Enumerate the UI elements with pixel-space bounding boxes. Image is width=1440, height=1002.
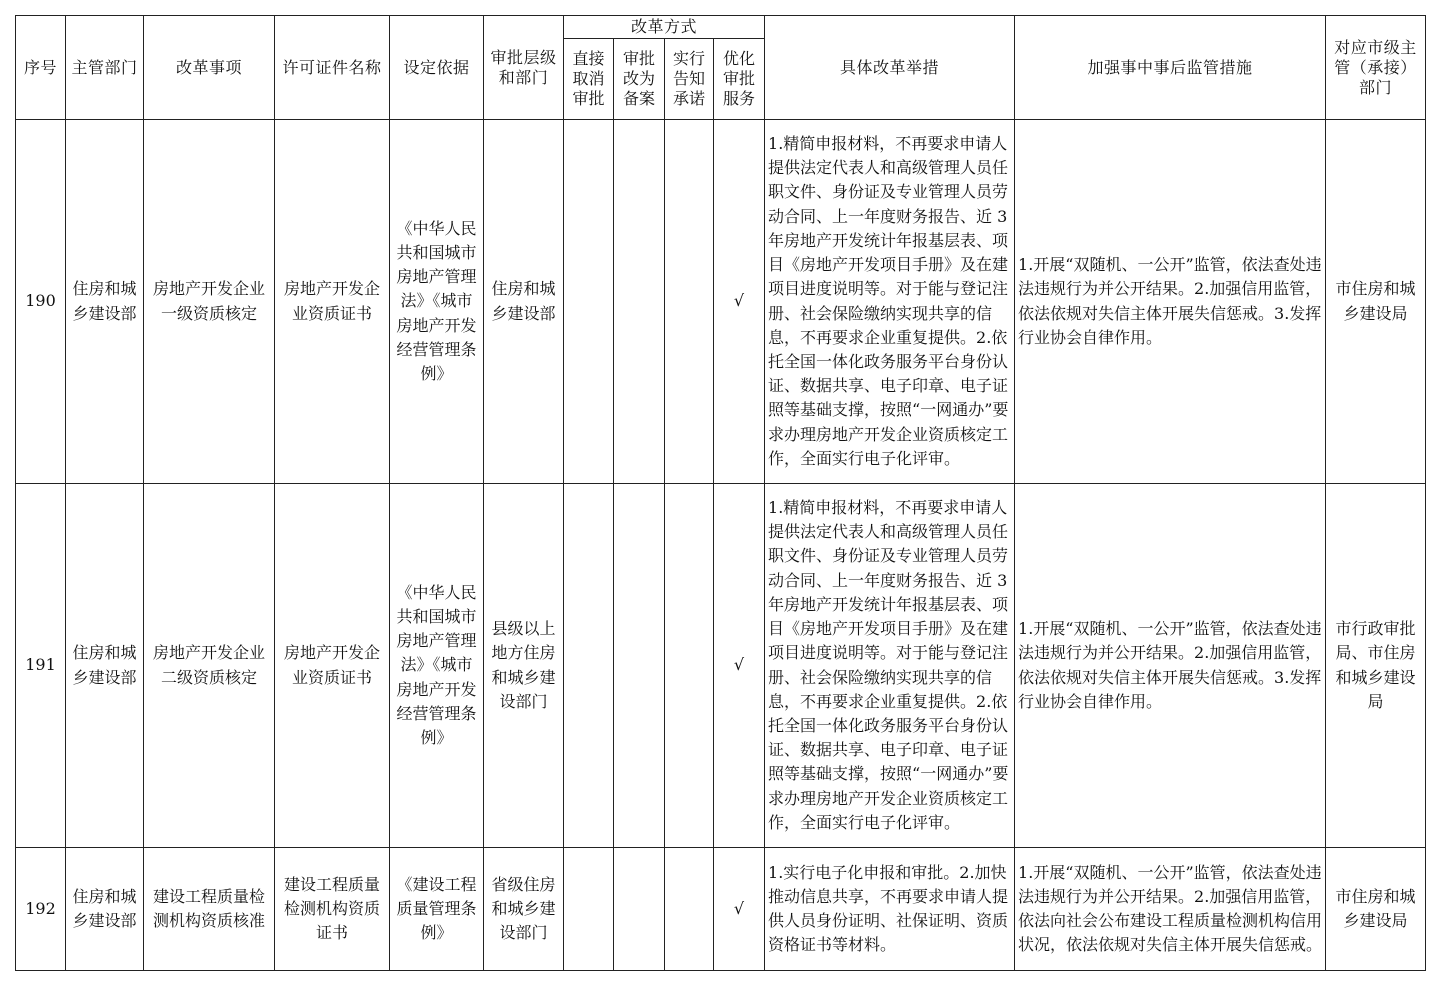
cell-seq: 191 <box>16 484 66 848</box>
cell-mode-record <box>614 484 665 848</box>
header-mode-group: 改革方式 <box>564 16 765 39</box>
cell-measures: 1.精简申报材料，不再要求申请人提供法定代表人和高级管理人员任职文件、身份证及专业管理人员劳动合同、上一年度财务报告、近 3 年房地产开发统计年报基层表、项目《房地产开发项目手册》及在建项目进度说明等。对于能与登记注册、社会保险缴纳实现共享的信息，不再要求企业重复提供。2.依托全国一体化政务服务平台身份认证、数据共享、电子印章、电子证照等基础支撑，按照“一网通办”要求办理房地产开发企业资质核定工作，全面实行电子化评审。 <box>765 120 1015 484</box>
cell-mode-record <box>614 120 665 484</box>
header-measures: 具体改革举措 <box>765 16 1015 120</box>
table-row <box>16 120 1426 484</box>
cell-basis: 《中华人民共和国城市房地产管理法》《城市房地产开发经营管理条例》 <box>390 484 484 848</box>
cell-level: 省级住房和城乡建设部门 <box>484 848 564 971</box>
header-seq: 序号 <box>16 16 66 120</box>
cell-supervision: 1.开展“双随机、一公开”监管，依法查处违法违规行为并公开结果。2.加强信用监管，依法依规对失信主体开展失信惩戒。3.发挥行业协会自律作用。 <box>1015 120 1326 484</box>
header-level: 审批层级和部门 <box>484 16 564 120</box>
cell-seq: 192 <box>16 848 66 971</box>
cell-basis: 《建设工程质量管理条例》 <box>390 848 484 971</box>
cell-license: 建设工程质量检测机构资质证书 <box>275 848 390 971</box>
cell-city-dept: 市行政审批局、市住房和城乡建设局 <box>1326 484 1426 848</box>
cell-city-dept: 市住房和城乡建设局 <box>1326 120 1426 484</box>
header-row-1 <box>16 16 1426 39</box>
header-mode-record: 审批改为备案 <box>614 39 665 120</box>
cell-item: 房地产开发企业二级资质核定 <box>144 484 275 848</box>
table-row <box>16 484 1426 848</box>
cell-mode-optimize-check: √ <box>714 484 765 848</box>
cell-dept: 住房和城乡建设部 <box>66 120 144 484</box>
cell-license: 房地产开发企业资质证书 <box>275 484 390 848</box>
cell-supervision: 1.开展“双随机、一公开”监管，依法查处违法违规行为并公开结果。2.加强信用监管，依法向社会公布建设工程质量检测机构信用状况，依法依规对失信主体开展失信惩戒。 <box>1015 848 1326 971</box>
header-mode-optimize: 优化审批服务 <box>714 39 765 120</box>
header-supervision: 加强事中事后监管措施 <box>1015 16 1326 120</box>
header-license: 许可证件名称 <box>275 16 390 120</box>
cell-mode-notify <box>665 848 714 971</box>
table-row <box>16 848 1426 971</box>
cell-level: 住房和城乡建设部 <box>484 120 564 484</box>
cell-dept: 住房和城乡建设部 <box>66 848 144 971</box>
cell-mode-cancel <box>564 848 614 971</box>
cell-measures: 1.实行电子化申报和审批。2.加快推动信息共享，不再要求申请人提供人员身份证明、社保证明、资质资格证书等材料。 <box>765 848 1015 971</box>
header-mode-notify: 实行告知承诺 <box>665 39 714 120</box>
cell-item: 建设工程质量检测机构资质核准 <box>144 848 275 971</box>
cell-measures: 1.精简申报材料，不再要求申请人提供法定代表人和高级管理人员任职文件、身份证及专业管理人员劳动合同、上一年度财务报告、近 3 年房地产开发统计年报基层表、项目《房地产开发项目手册》及在建项目进度说明等。对于能与登记注册、社会保险缴纳实现共享的信息，不再要求企业重复提供。2.依托全国一体化政务服务平台身份认证、数据共享、电子印章、电子证照等基础支撑，按照“一网通办”要求办理房地产开发企业资质核定工作，全面实行电子化评审。 <box>765 484 1015 848</box>
cell-seq: 190 <box>16 120 66 484</box>
cell-item: 房地产开发企业一级资质核定 <box>144 120 275 484</box>
header-basis: 设定依据 <box>390 16 484 120</box>
header-mode-cancel: 直接取消审批 <box>564 39 614 120</box>
header-dept: 主管部门 <box>66 16 144 120</box>
header-city-dept: 对应市级主管（承接）部门 <box>1326 16 1426 120</box>
cell-mode-record <box>614 848 665 971</box>
cell-level: 县级以上地方住房和城乡建设部门 <box>484 484 564 848</box>
cell-mode-optimize-check: √ <box>714 848 765 971</box>
cell-mode-optimize-check: √ <box>714 120 765 484</box>
cell-city-dept: 市住房和城乡建设局 <box>1326 848 1426 971</box>
cell-mode-notify <box>665 120 714 484</box>
header-item: 改革事项 <box>144 16 275 120</box>
cell-mode-cancel <box>564 484 614 848</box>
cell-supervision: 1.开展“双随机、一公开”监管，依法查处违法违规行为并公开结果。2.加强信用监管，依法依规对失信主体开展失信惩戒。3.发挥行业协会自律作用。 <box>1015 484 1326 848</box>
cell-dept: 住房和城乡建设部 <box>66 484 144 848</box>
reform-table <box>15 15 1426 971</box>
cell-mode-notify <box>665 484 714 848</box>
cell-basis: 《中华人民共和国城市房地产管理法》《城市房地产开发经营管理条例》 <box>390 120 484 484</box>
cell-mode-cancel <box>564 120 614 484</box>
cell-license: 房地产开发企业资质证书 <box>275 120 390 484</box>
